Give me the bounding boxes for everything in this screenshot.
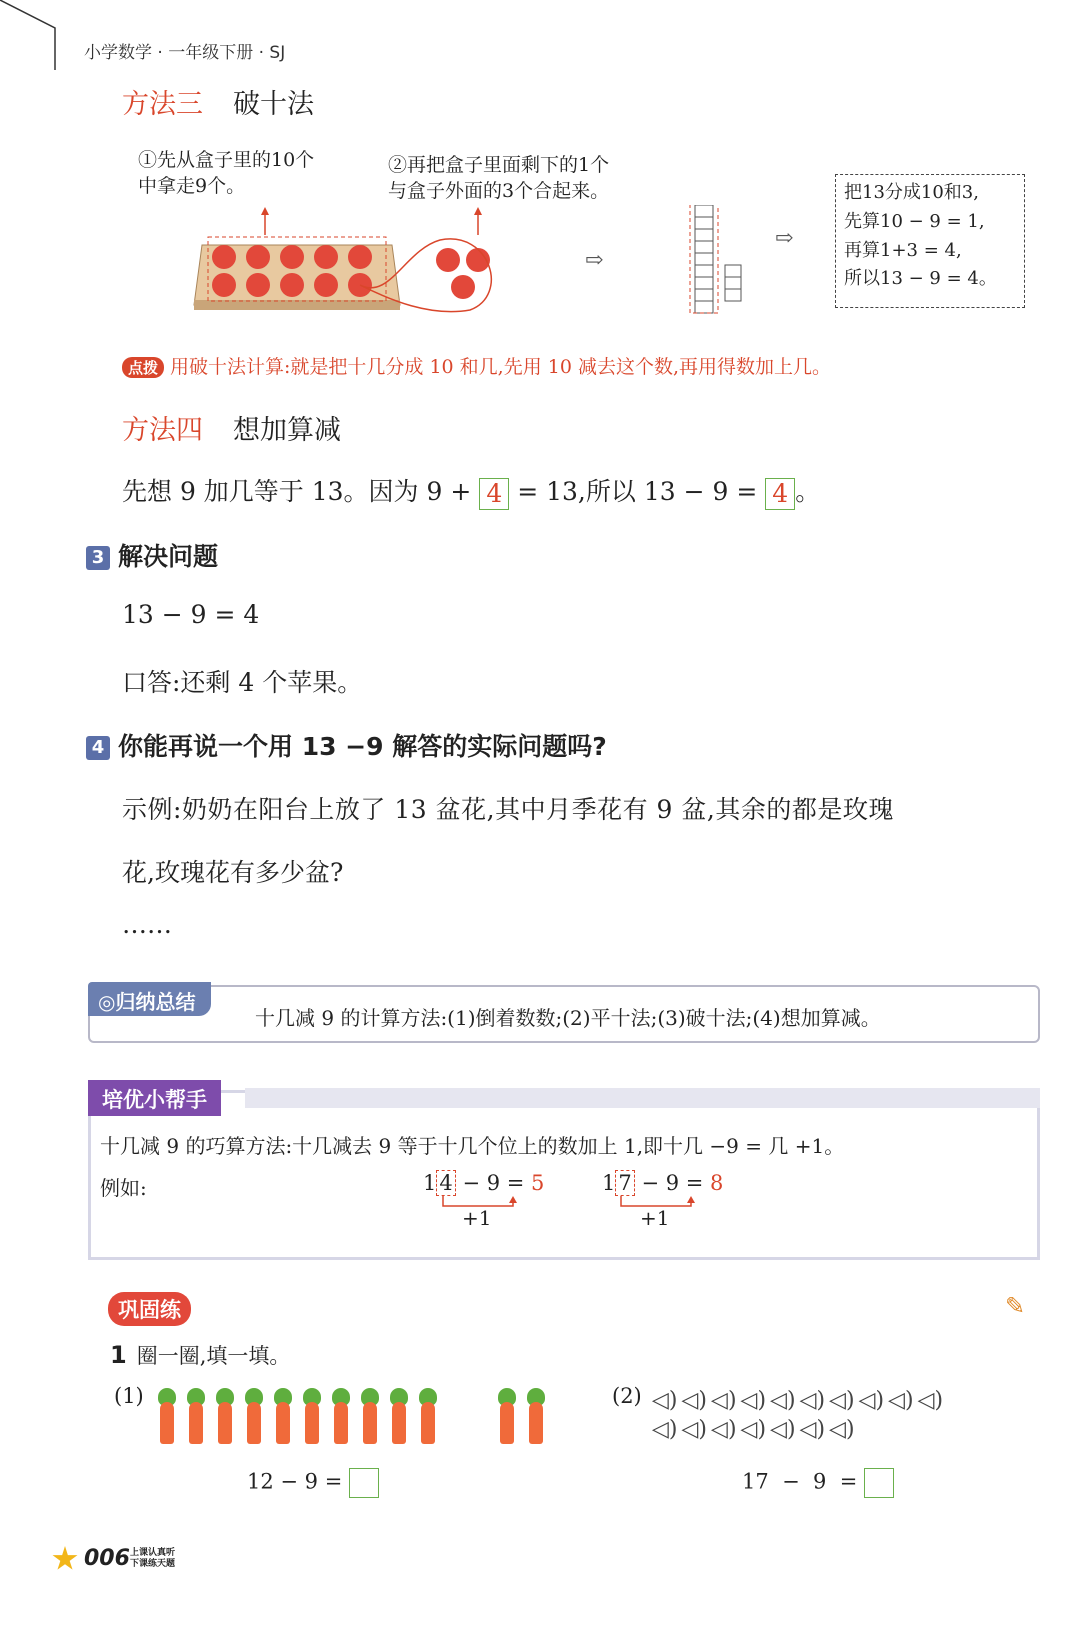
method4-label: 方法四 [122,415,203,446]
p2-equation-row [742,1468,894,1498]
method3-steps-box [835,174,1025,308]
shuttlecock-icon: ◁) [829,1417,855,1442]
shuttlecock-icon: ◁) [681,1417,708,1442]
box-line-1: 把13分成10和3, [844,182,979,203]
star-mascot-icon [52,1546,78,1572]
helper-example-label: 例如: [100,1176,147,1200]
method3-title [122,82,314,121]
section4-number: 4 [86,736,110,760]
carrot-icon [272,1388,294,1444]
carrot-icon [388,1388,410,1444]
helper-box [88,1090,1040,1260]
ex2-ones: 7 [615,1170,634,1196]
tip-text: 用破十法计算:就是把十几分成 10 和几,先用 10 减去这个数,再用得数加上几。 [170,356,832,378]
step2-line2: 与盒子外面的3个合起来。 [388,179,610,202]
section4-heading [86,727,607,763]
method3-tip [122,352,831,379]
section3-answer: 口答:还剩 4 个苹果。 [122,668,363,697]
section3-heading [86,537,218,573]
shuttlecock-icon: ◁) [829,1388,855,1413]
section4-line1: 示例:奶奶在阳台上放了 13 盆花,其中月季花有 9 盆,其余的都是玫瑰 [122,795,894,824]
p1-equation-row [247,1468,379,1498]
method3-label: 方法三 [122,89,203,120]
helper-text: 十几减 9 的巧算方法:十几减去 9 等于十几个位上的数加上 1,即十几 −9 = 几 +1。 [100,1134,845,1158]
helper-example-1 [423,1170,544,1196]
method4-text-b: = 13,所以 13 − 9 = [517,477,758,506]
shuttlecock-icon: ◁) [858,1388,885,1413]
ex2-rest: − 9 = [641,1171,704,1195]
p1-answer-box[interactable] [349,1468,379,1498]
section4-ellipsis: …… [122,910,172,939]
p2-answer-box[interactable] [864,1468,894,1498]
answer-box-1: 4 [479,478,509,510]
shuttlecock-icon: ◁) [799,1388,826,1413]
shuttlecock-icon: ◁) [652,1388,678,1413]
pencil-icon: ✎ [1005,1292,1026,1320]
ex2-plus: +1 [640,1206,670,1230]
method3-step1 [138,148,314,199]
summary-text: 十几减 9 的计算方法:(1)倒着数数;(2)平十法;(3)破十法;(4)想加算减。 [255,1006,881,1030]
svg-text:⇨: ⇨ [585,248,604,273]
shuttlecock-icon: ◁) [711,1388,737,1413]
p2-equation: 17 − 9 = [742,1469,858,1494]
footer-slogan [130,1548,175,1570]
method3-step2 [388,153,609,204]
method3-name: 破十法 [233,89,314,120]
method4-text-c: 。 [795,477,821,506]
p1-equation: 12 − 9 = [247,1469,343,1494]
carrot-icon [214,1388,236,1444]
page-number: 006 [84,1546,130,1571]
helper-header-bar [245,1088,1040,1108]
answer-box-2: 4 [765,478,795,510]
shuttlecock-icon: ◁) [888,1388,914,1413]
q1-text: 圈一圈,填一填。 [136,1344,291,1368]
step1-line1: ①先从盒子里的10个 [138,149,315,171]
shuttlecock-icon: ◁) [681,1388,708,1413]
shuttlecock-icon: ◁) [740,1388,767,1413]
ex1-plus: +1 [462,1206,492,1230]
ex1-tens: 1 [423,1171,437,1195]
section4-title: 你能再说一个用 13 −9 解答的实际问题吗? [118,732,607,761]
carrot-icon [359,1388,381,1444]
section4-line2: 花,玫瑰花有多少盆? [122,858,344,887]
section3-number: 3 [86,546,110,570]
shuttlecock-icon: ◁) [770,1417,796,1442]
carrot-icon [525,1388,547,1444]
shuttlecock-icon: ◁) [740,1417,767,1442]
ex1-result: 5 [531,1171,545,1195]
page-corner-line [0,0,60,70]
section3-title: 解决问题 [118,542,219,571]
apple-box-illustration [190,205,830,320]
method4-title [122,408,341,447]
box-line-4: 所以13 − 9 = 4。 [844,268,997,290]
box-line-2: 先算10 − 9 = 1, [844,210,985,232]
carrot-icon [417,1388,439,1444]
carrot-icon [185,1388,207,1444]
section3-equation: 13 − 9 = 4 [122,600,260,629]
p2-label: (2) [612,1384,642,1408]
carrot-icon [496,1388,518,1444]
helper-example-2 [602,1170,723,1196]
method4-name: 想加算减 [233,415,341,446]
p2-shuttlecock-rows [652,1388,1022,1442]
step2-line1: ②再把盒子里面剩下的1个 [388,154,610,176]
ex1-ones: 4 [436,1170,455,1196]
p1-label: (1) [114,1384,144,1408]
shuttlecock-icon: ◁) [652,1417,678,1442]
step1-line2: 中拿走9个。 [138,174,246,197]
shuttlecock-icon: ◁) [917,1388,944,1413]
shuttlecock-icon: ◁) [711,1417,737,1442]
footer-slogan-2: 下课练天题 [130,1558,176,1569]
box-line-3: 再算1+3 = 4, [844,239,962,261]
carrot-icon [243,1388,265,1444]
carrot-icon [156,1388,178,1444]
summary-tag: ◎归纳总结 [88,982,211,1016]
q1-prompt [110,1340,290,1370]
footer-slogan-1: 上课认真听 [130,1548,176,1558]
q1-number: 1 [110,1341,127,1369]
ex2-result: 8 [710,1171,724,1195]
helper-tag: 培优小帮手 [88,1080,221,1116]
shuttlecock-icon: ◁) [799,1417,826,1442]
page-header: 小学数学 · 一年级下册 · SJ [84,43,286,63]
method4-sentence [122,472,820,510]
method4-text-a: 先想 9 加几等于 13。因为 9 + [122,477,472,506]
carrot-icon [330,1388,352,1444]
svg-text:⇨: ⇨ [775,226,794,251]
ex2-tens: 1 [602,1171,616,1195]
ex1-rest: − 9 = [462,1171,525,1195]
practice-tag: 巩固练 [108,1292,191,1326]
tip-badge: 点拨 [122,357,164,378]
shuttlecock-icon: ◁) [770,1388,796,1413]
p1-carrot-row [156,1388,554,1448]
carrot-icon [301,1388,323,1444]
